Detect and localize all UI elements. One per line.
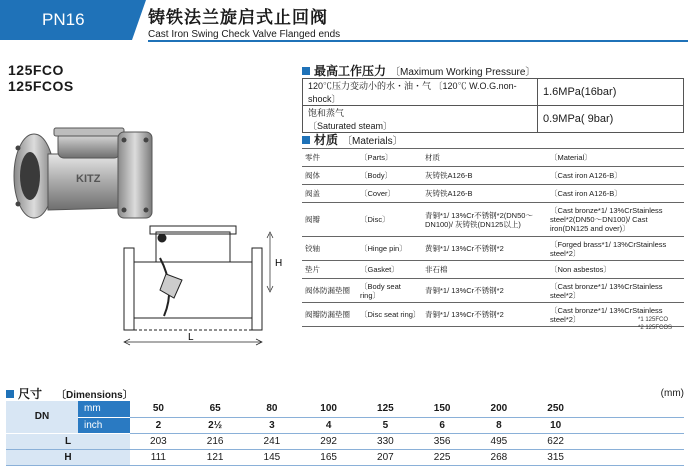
spacer-cell [584,449,684,465]
material-mat-en: 〔Material〕 [547,149,684,167]
material-part-en: 〔Disc seat ring〕 [357,303,422,327]
material-part-en: 〔Cover〕 [357,185,422,203]
dimensions-inch-row [6,417,684,433]
material-part-cn: 铰轴 [302,237,357,261]
pressure-section-title-en: 〔Maximum Working Pressure〕 [390,67,536,78]
materials-row [302,237,684,261]
material-mat-en: 〔Cast iron A126-B〕 [547,167,684,185]
material-mat-cn: 黄铜*1/ 13%Cr不锈钢*2 [422,237,547,261]
dim-value: 225 [414,449,471,465]
dn-inch-value: 5 [357,417,414,433]
inch-label: inch [78,417,130,433]
dim-value: 241 [244,433,301,449]
page-title-en: Cast Iron Swing Check Valve Flanged ends [148,29,341,40]
materials-row [302,185,684,203]
dn-mm-value: 100 [300,401,357,417]
materials-footnotes [638,316,672,332]
material-part-en: 〔Gasket〕 [357,261,422,279]
series-tab-label: PN16 [42,10,85,29]
pressure-section-header [302,62,535,79]
dn-inch-value: 2½ [187,417,244,433]
pressure-desc-en: 〔Saturated steam〕 [308,121,393,131]
material-mat-en: 〔Cast bronze*1/ 13%CrStainless steel*2〕 [547,279,684,303]
spacer-cell [584,401,684,417]
dim-value: 315 [527,449,584,465]
pressure-desc-cn: 饱和蒸气 [308,108,345,118]
material-mat-cn: 灰铸铁A126-B [422,167,547,185]
footnote: *2 125FCOS [638,325,673,331]
material-mat-en: 〔Non asbestos〕 [547,261,684,279]
page-title-cn: 铸铁法兰旋启式止回阀 [148,8,328,27]
material-mat-cn: 非石棉 [422,261,547,279]
dn-inch-value: 8 [471,417,528,433]
dim-value: 356 [414,433,471,449]
model-code-1: 125FCO [8,62,64,78]
pressure-desc-en: 〔120℃ W.O.G.non-shock〕 [308,81,517,104]
materials-row [302,279,684,303]
material-part-cn: 阀瓣防漏垫圈 [302,303,357,327]
material-mat-en: 〔Cast iron A126-B〕 [547,185,684,203]
dim-row-label: L [6,433,130,449]
dn-mm-value: 200 [471,401,528,417]
materials-row [302,303,684,327]
pressure-table [302,78,684,133]
dimensions-h-row [6,449,684,465]
dn-inch-value: 4 [300,417,357,433]
footnote: *1 125FCO [638,317,669,323]
dimensions-mm-row [6,401,684,417]
dim-value: 292 [300,433,357,449]
page-title-block [148,3,688,40]
dn-label: DN [6,401,78,433]
dim-value: 495 [471,433,528,449]
materials-row [302,261,684,279]
section-marker-icon [302,67,310,75]
material-part-en: 〔Parts〕 [357,149,422,167]
material-part-en: 〔Body seat ring〕 [357,279,422,303]
dimensions-table [6,401,684,466]
dim-value: 207 [357,449,414,465]
dimensions-section-title-en: 〔Dimensions〕 [56,390,133,401]
pressure-row [303,106,684,133]
dim-value: 216 [187,433,244,449]
material-part-en: 〔Disc〕 [357,203,422,237]
material-part-cn: 阀瓣 [302,203,357,237]
series-tab [0,0,132,40]
section-marker-icon [302,136,310,144]
dimensions-unit: (mm) [660,388,684,399]
materials-header-row [302,149,684,167]
material-part-en: 〔Hinge pin〕 [357,237,422,261]
dimensions-l-row [6,433,684,449]
material-part-en: 〔Body〕 [357,167,422,185]
model-code-2: 125FCOS [8,78,74,94]
material-mat-en: 〔Cast bronze*1/ 13%CrStainless steel*2(DN50～DN100)/ Cast iron(DN125 and over)〕 [547,203,684,237]
material-part-cn: 阀体 [302,167,357,185]
dim-value: 203 [130,433,187,449]
materials-section-header [302,131,403,148]
mm-label: mm [78,401,130,417]
dim-value: 268 [471,449,528,465]
materials-table [302,148,684,327]
dn-mm-value: 125 [357,401,414,417]
material-mat-cn: 灰铸铁A126-B [422,185,547,203]
material-part-cn: 阀体防漏垫圈 [302,279,357,303]
dim-row-label: H [6,449,130,465]
dn-inch-value: 2 [130,417,187,433]
pressure-desc [303,79,538,106]
materials-row [302,167,684,185]
dimensions-section-header [6,385,684,402]
valve-drawing [116,218,292,350]
material-mat-cn: 青铜*1/ 13%Cr不锈钢*2 [422,279,547,303]
material-mat-cn: 青铜*1/ 13%Cr不锈钢*2(DN50～DN100)/ 灰铸铁(DN125以上) [422,203,547,237]
drawing-l-label: L [188,332,194,343]
drawing-h-label: H [275,258,283,269]
section-marker-icon [6,390,14,398]
dim-value: 111 [130,449,187,465]
dim-value: 145 [244,449,301,465]
dim-value: 330 [357,433,414,449]
dn-mm-value: 50 [130,401,187,417]
dn-mm-value: 65 [187,401,244,417]
dim-value: 121 [187,449,244,465]
pressure-value: 1.6MPa(16bar) [538,79,684,106]
pressure-desc [303,106,538,133]
dn-inch-value: 10 [527,417,584,433]
valve-photo [8,118,158,230]
pressure-row [303,79,684,106]
material-mat-cn: 青铜*1/ 13%Cr不锈钢*2 [422,303,547,327]
dn-mm-value: 250 [527,401,584,417]
materials-row [302,203,684,237]
header-divider [148,40,688,42]
spacer-cell [584,417,684,433]
photo-marking: KITZ [76,173,101,185]
dim-value: 165 [300,449,357,465]
dimensions-section-title-cn: 尺寸 [18,387,43,401]
material-part-cn: 垫片 [302,261,357,279]
pressure-value: 0.9MPa( 9bar) [538,106,684,133]
pressure-section-title-cn: 最高工作压力 [314,64,387,78]
dn-inch-value: 3 [244,417,301,433]
dn-mm-value: 150 [414,401,471,417]
dn-inch-value: 6 [414,417,471,433]
dn-mm-value: 80 [244,401,301,417]
material-mat-en: 〔Forged brass*1/ 13%CrStainless steel*2〕 [547,237,684,261]
material-part-cn: 阀盖 [302,185,357,203]
materials-section-title-en: 〔Materials〕 [342,136,403,147]
pressure-desc-cn: 120℃压力变动小的水・油・气 [308,81,432,91]
material-mat-en: 〔Cast bronze*1/ 13%CrStainless steel*2〕 [547,303,684,327]
dim-value: 622 [527,433,584,449]
material-mat-cn: 材质 [422,149,547,167]
materials-section-title-cn: 材质 [314,133,339,147]
material-part-cn: 零件 [302,149,357,167]
spacer-cell [584,433,684,449]
